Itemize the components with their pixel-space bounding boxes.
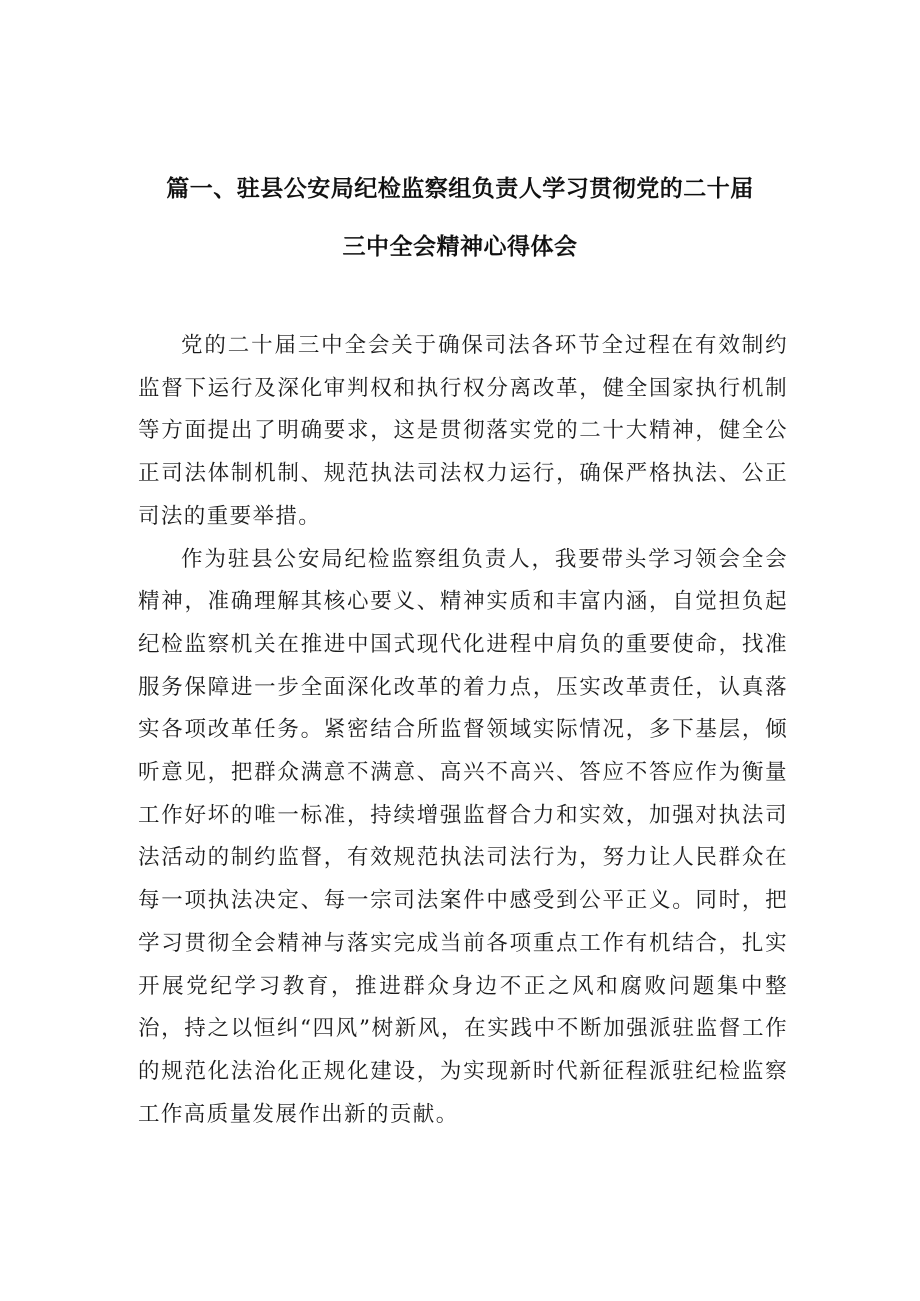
document-title-line-1: 篇一、驻县公安局纪检监察组负责人学习贯彻党的二十届 [166, 176, 754, 202]
document-title-line-2: 三中全会精神心得体会 [342, 234, 578, 260]
document-body [138, 325, 788, 1136]
body-paragraph-2: 作为驻县公安局纪检监察组负责人，我要带头学习领会全会精神，准确理解其核心要义、精神实质和丰富内涵，自觉担负起纪检监察机关在推进中国式现代化进程中肩负的重要使命，找准服务保障进一步全面深化改革的着力点，压实改革责任，认真落实各项改革任务。紧密结合所监督领域实际情况，多下基层，倾听意见，把群众满意不满意、高兴不高兴、答应不答应作为衡量工作好坏的唯一标准，持续增强监督合力和实效，加强对执法司法活动的制约监督，有效规范执法司法行为，努力让人民群众在每一项执法决定、每一宗司法案件中感受到公平正义。同时，把学习贯彻全会精神与落实完成当前各项重点工作有机结合，扎实开展党纪学习教育，推进群众身边不正之风和腐败问题集中整治，持之以恒纠“四风”树新风，在实践中不断加强派驻监督工作的规范化法治化正规化建设，为实现新时代新征程派驻纪检监察工作高质量发展作出新的贡献。 [138, 546, 788, 1127]
body-paragraph-1: 党的二十届三中全会关于确保司法各环节全过程在有效制约监督下运行及深化审判权和执行权分离改革，健全国家执行机制等方面提出了明确要求，这是贯彻落实党的二十大精神，健全公正司法体制机制、规范执法司法权力运行，确保严格执法、公正司法的重要举措。 [138, 333, 788, 529]
